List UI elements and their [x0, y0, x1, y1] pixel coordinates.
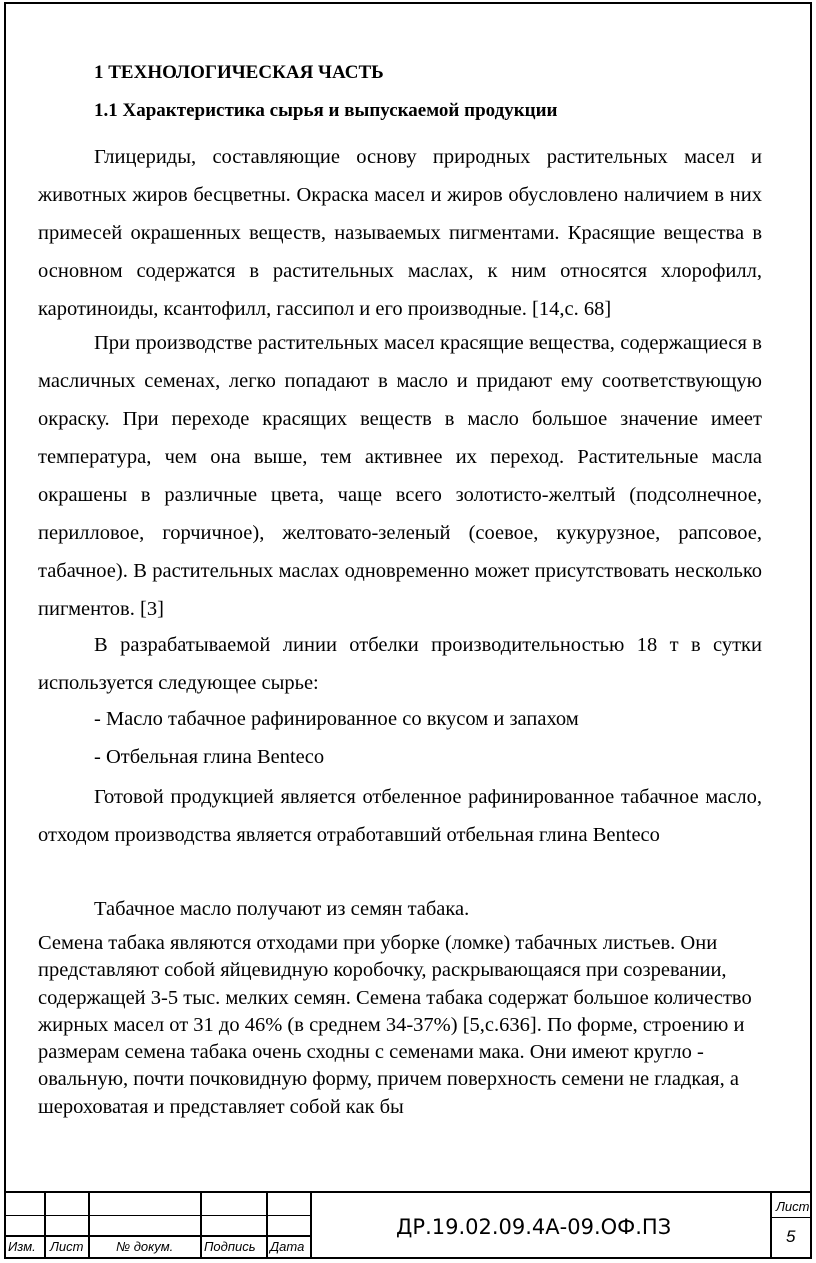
stamp-divider — [310, 1193, 312, 1259]
paragraph-tobacco-oil: Табачное масло получают из семян табака. — [94, 898, 470, 920]
stamp-data-label: Дата — [270, 1239, 305, 1254]
stamp-divider — [266, 1193, 268, 1259]
stamp-divider — [44, 1193, 46, 1259]
paragraph-production: При производстве растительных масел красящие вещества, содержащиеся в масличных семенах, легко попадают в масло и придают ему соответствующую окраску. При переходе красящих веществ в масло большое значение имеет температура, чем она выше, тем активнее их переход. Растительные масла окрашены в различные цвета, чаще всего золотисто-желтый (подсолнечное, перилловое, горчичное), желтовато-зеленый (соевое, кукурузное, рапсовое, табачное). В растительных маслах одновременно может присутствовать несколько пигментов. [3] — [38, 332, 762, 620]
paragraph-glycerides: Глицериды, составляющие основу природных растительных масел и животных жиров бесцветны. Окраска масел и жиров обусловлено наличием в них примесей окрашенных веществ, называемых пигментами. Красящие вещества в основном содержатся в растительных маслах, к ним относятся хлорофилл, каротиноиды, ксантофилл, гассипол и его производные. [14,с. 68] — [38, 146, 762, 320]
stamp-sheet-label: Лист — [776, 1199, 810, 1214]
subsection-heading: 1.1 Характеристика сырья и выпускаемой продукции — [94, 100, 558, 121]
stamp-podpis-label: Подпись — [204, 1239, 256, 1254]
stamp-izm-label: Изм. — [8, 1239, 36, 1254]
list-item-clay: - Отбельная глина Benteco — [94, 746, 325, 768]
stamp-divider — [200, 1193, 202, 1259]
paragraph-raw-materials: В разрабатываемой линии отбелки производительностью 18 т в сутки используется следующее сырье: — [38, 634, 762, 694]
stamp-row-line — [770, 1217, 810, 1218]
title-block — [4, 1191, 812, 1259]
stamp-list-label: Лист — [50, 1239, 84, 1254]
document-code: ДР.19.02.09.4А-09.ОФ.ПЗ — [396, 1215, 672, 1239]
stamp-row-line — [4, 1215, 310, 1216]
stamp-divider — [770, 1193, 772, 1259]
paragraph-tobacco-seeds: Семена табака являются отходами при уборке (ломке) табачных листьев. Они представляют собой яйцевидную коробочку, раскрывающаяся при созревании, содержащей 3-5 тыс. мелких семян. Семена табака содержат большое количество жирных масел от 31 до 46% (в среднем 34-37%) [5,с.636]. По форме, строению и размерам семена табака очень сходны с семенами мака. Они имеют кругло - овальную, почти почковидную форму, причем поверхность семени не гладкая, а шероховатая и представляет собой как бы — [38, 932, 752, 1118]
stamp-row-line — [4, 1235, 310, 1237]
stamp-dokum-label: № докум. — [116, 1239, 174, 1254]
stamp-divider — [88, 1193, 90, 1259]
paragraph-product: Готовой продукцией является отбеленное рафинированное табачное масло, отходом производства является отработавший отбельная глина Benteco — [38, 786, 762, 846]
section-heading: 1 ТЕХНОЛОГИЧЕСКАЯ ЧАСТЬ — [94, 62, 384, 83]
sheet-number: 5 — [786, 1227, 796, 1246]
list-item-oil: - Масло табачное рафинированное со вкусом и запахом — [94, 708, 579, 730]
